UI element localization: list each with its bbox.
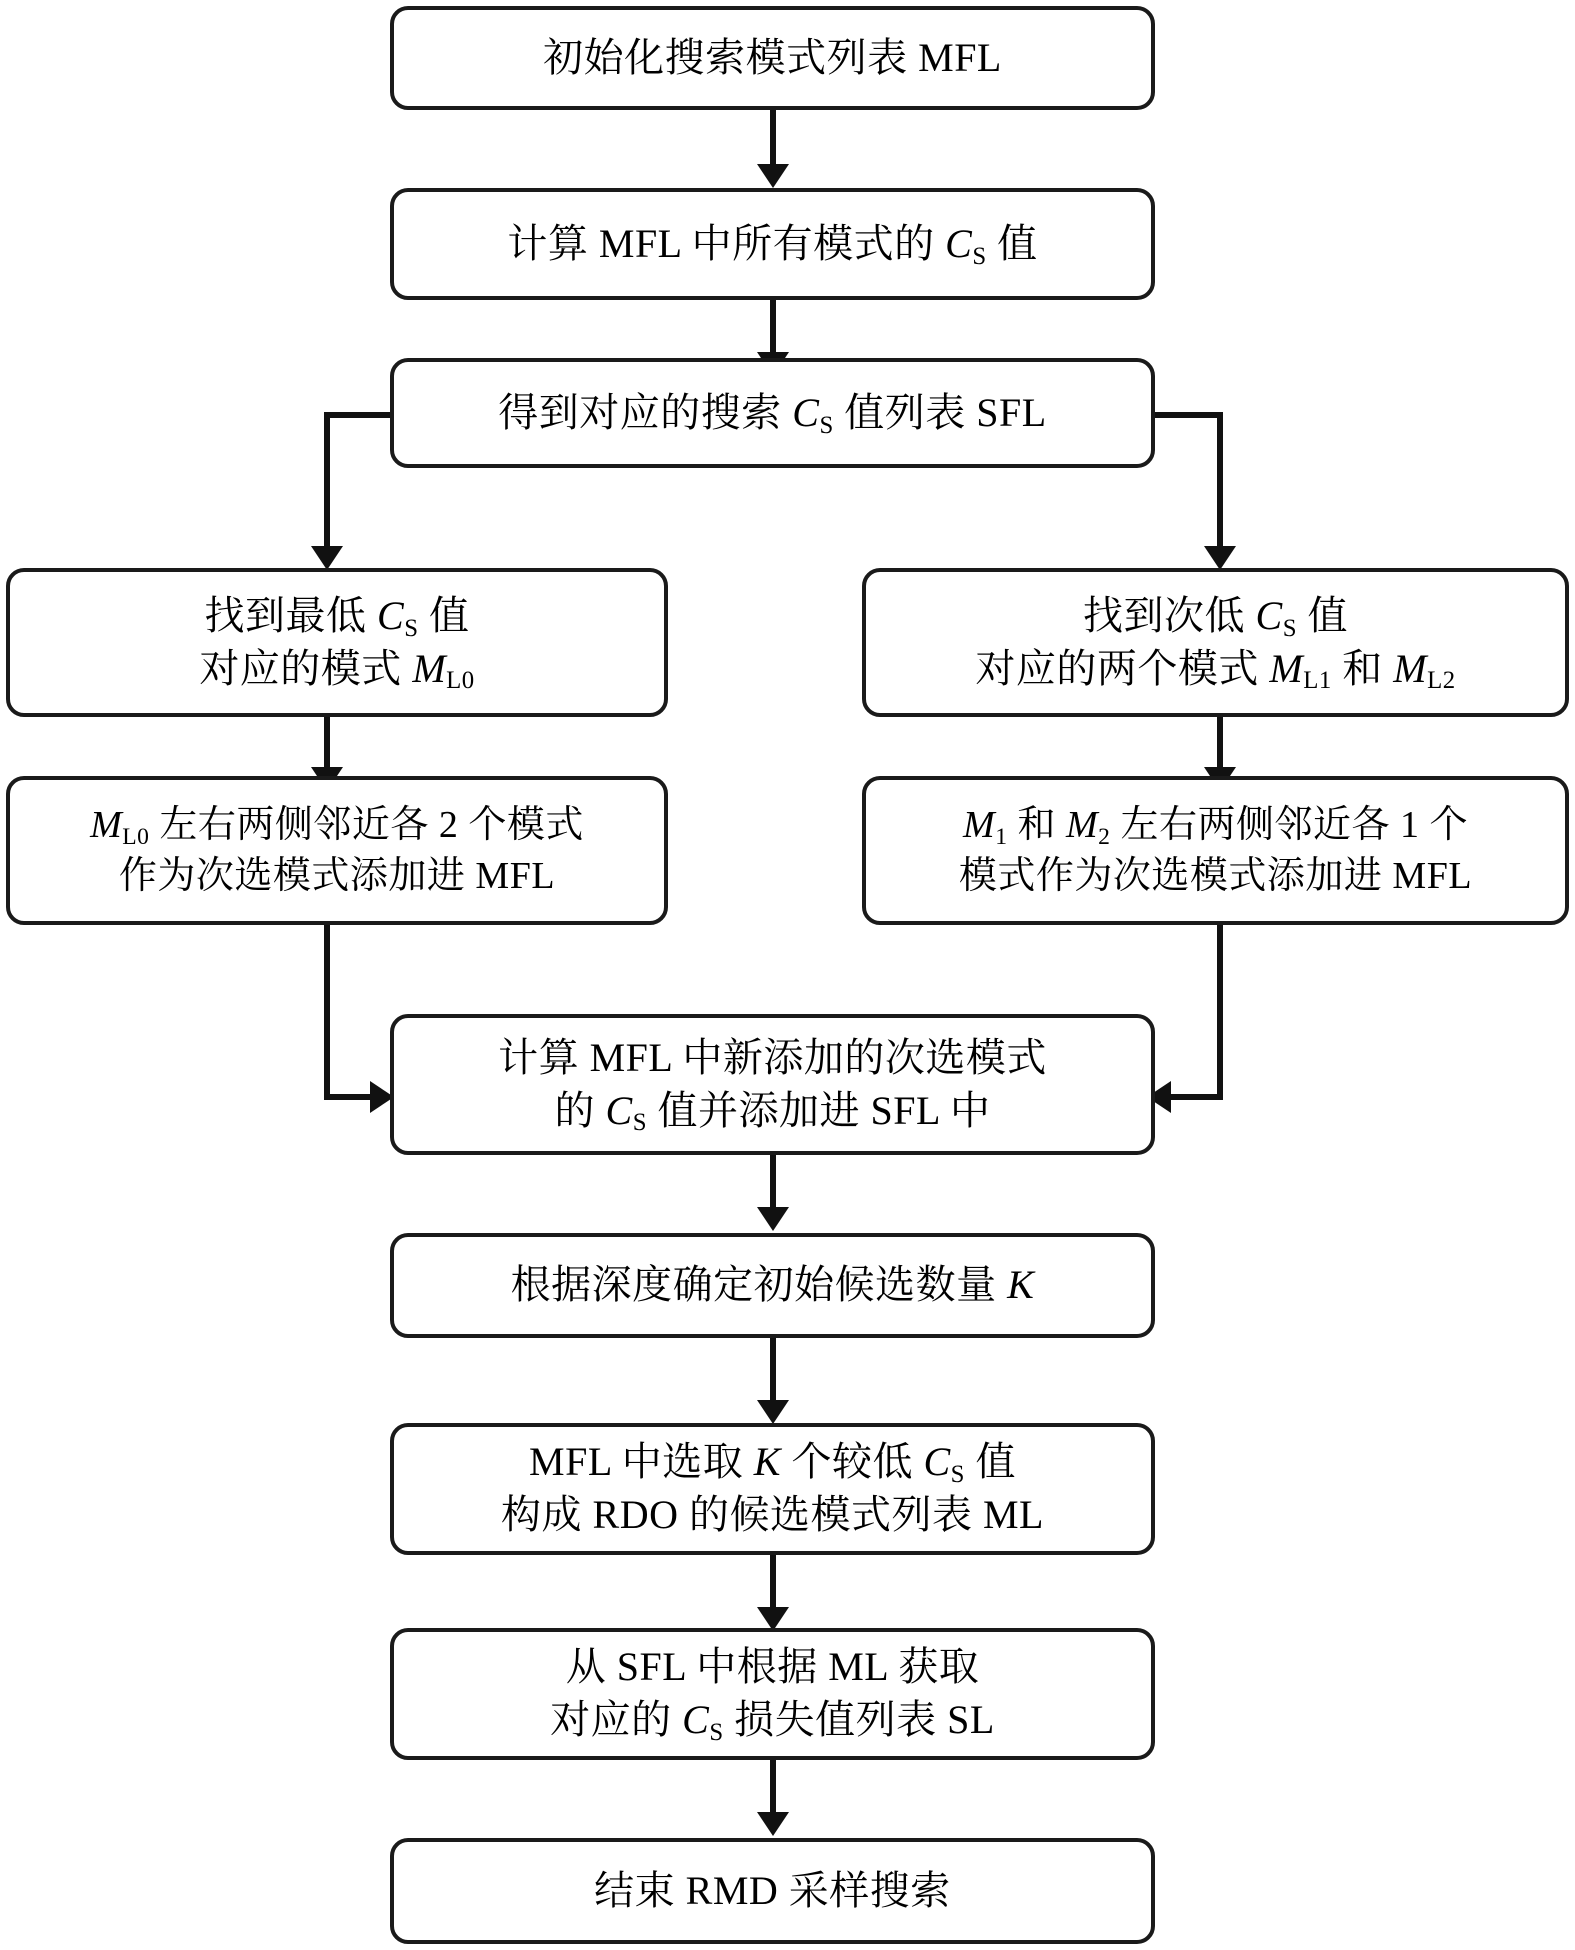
- arrowhead-n3-n5: [1204, 546, 1236, 570]
- connector-n3-left-h: [324, 412, 390, 418]
- node-select-k-modes-label: MFL 中选取 K 个较低 $C_S$ 值 构成 RDO 的候选模式列表 ML: [501, 1439, 1044, 1537]
- node-compute-new-cs[interactable]: [390, 1014, 1155, 1155]
- node-get-loss-list[interactable]: [390, 1628, 1155, 1760]
- node-add-neighbors-right[interactable]: [862, 776, 1569, 925]
- connector-n3-left-v: [324, 412, 330, 552]
- connector-n5-n7: [1217, 717, 1223, 773]
- node-add-neighbors-left[interactable]: [6, 776, 668, 925]
- arrowhead-n11-n12: [757, 1812, 789, 1836]
- arrowhead-n1-n2: [757, 164, 789, 188]
- connector-n7-n8-h: [1171, 1094, 1223, 1100]
- node-get-sfl[interactable]: [390, 358, 1155, 468]
- node-find-lowest-cs[interactable]: [6, 568, 668, 717]
- node-find-second-lowest-cs[interactable]: [862, 568, 1569, 717]
- node-end-rmd-label: 结束 RMD 采样搜索: [594, 1867, 951, 1913]
- node-find-second-lowest-cs-label: 找到次低 $C_S$ 值 对应的两个模式 $M_{L1}$ 和 $M_{L2}$: [975, 592, 1456, 695]
- node-end-rmd[interactable]: [390, 1838, 1155, 1944]
- node-get-loss-list-label: 从 SFL 中根据 ML 获取 对应的 $C_S$ 损失值列表 SL: [550, 1644, 995, 1746]
- connector-n7-n8-v: [1217, 925, 1223, 1100]
- arrowhead-n3-n4: [311, 546, 343, 570]
- arrowhead-n9-n10: [757, 1400, 789, 1424]
- connector-n3-right-h: [1155, 412, 1223, 418]
- node-init-mfl-label: 初始化搜索模式列表 MFL: [543, 34, 1002, 80]
- node-determine-k[interactable]: [390, 1233, 1155, 1338]
- node-add-neighbors-left-label: $M_{L0}$ 左右两侧邻近各 2 个模式 作为次选模式添加进 MFL: [90, 804, 584, 897]
- connector-n11-n12: [770, 1760, 776, 1818]
- node-select-k-modes[interactable]: [390, 1423, 1155, 1555]
- node-compute-cs-label: 计算 MFL 中所有模式的 $C_S$ 值: [507, 220, 1038, 270]
- node-determine-k-label: 根据深度确定初始候选数量 K: [510, 1262, 1035, 1308]
- connector-n3-right-v: [1217, 412, 1223, 552]
- connector-n2-n3: [770, 300, 776, 358]
- connector-n4-n6: [324, 717, 330, 773]
- connector-n6-n8-v: [324, 925, 330, 1100]
- node-find-lowest-cs-label: 找到最低 $C_S$ 值 对应的模式 $M_{L0}$: [199, 592, 475, 695]
- connector-n6-n8-h: [324, 1094, 376, 1100]
- node-init-mfl[interactable]: [390, 6, 1155, 110]
- node-get-sfl-label: 得到对应的搜索 $C_S$ 值列表 SFL: [498, 389, 1047, 439]
- connector-n1-n2: [770, 110, 776, 170]
- node-compute-cs[interactable]: [390, 188, 1155, 300]
- connector-n8-n9: [770, 1155, 776, 1213]
- node-compute-new-cs-label: 计算 MFL 中新添加的次选模式 的 $C_S$ 值并添加进 SFL 中: [498, 1034, 1047, 1137]
- connector-n10-n11: [770, 1555, 776, 1613]
- arrowhead-n8-n9: [757, 1207, 789, 1231]
- node-add-neighbors-right-label: $M_1$ 和 $M_2$ 左右两侧邻近各 1 个 模式作为次选模式添加进 MFL: [958, 804, 1473, 897]
- connector-n9-n10: [770, 1338, 776, 1406]
